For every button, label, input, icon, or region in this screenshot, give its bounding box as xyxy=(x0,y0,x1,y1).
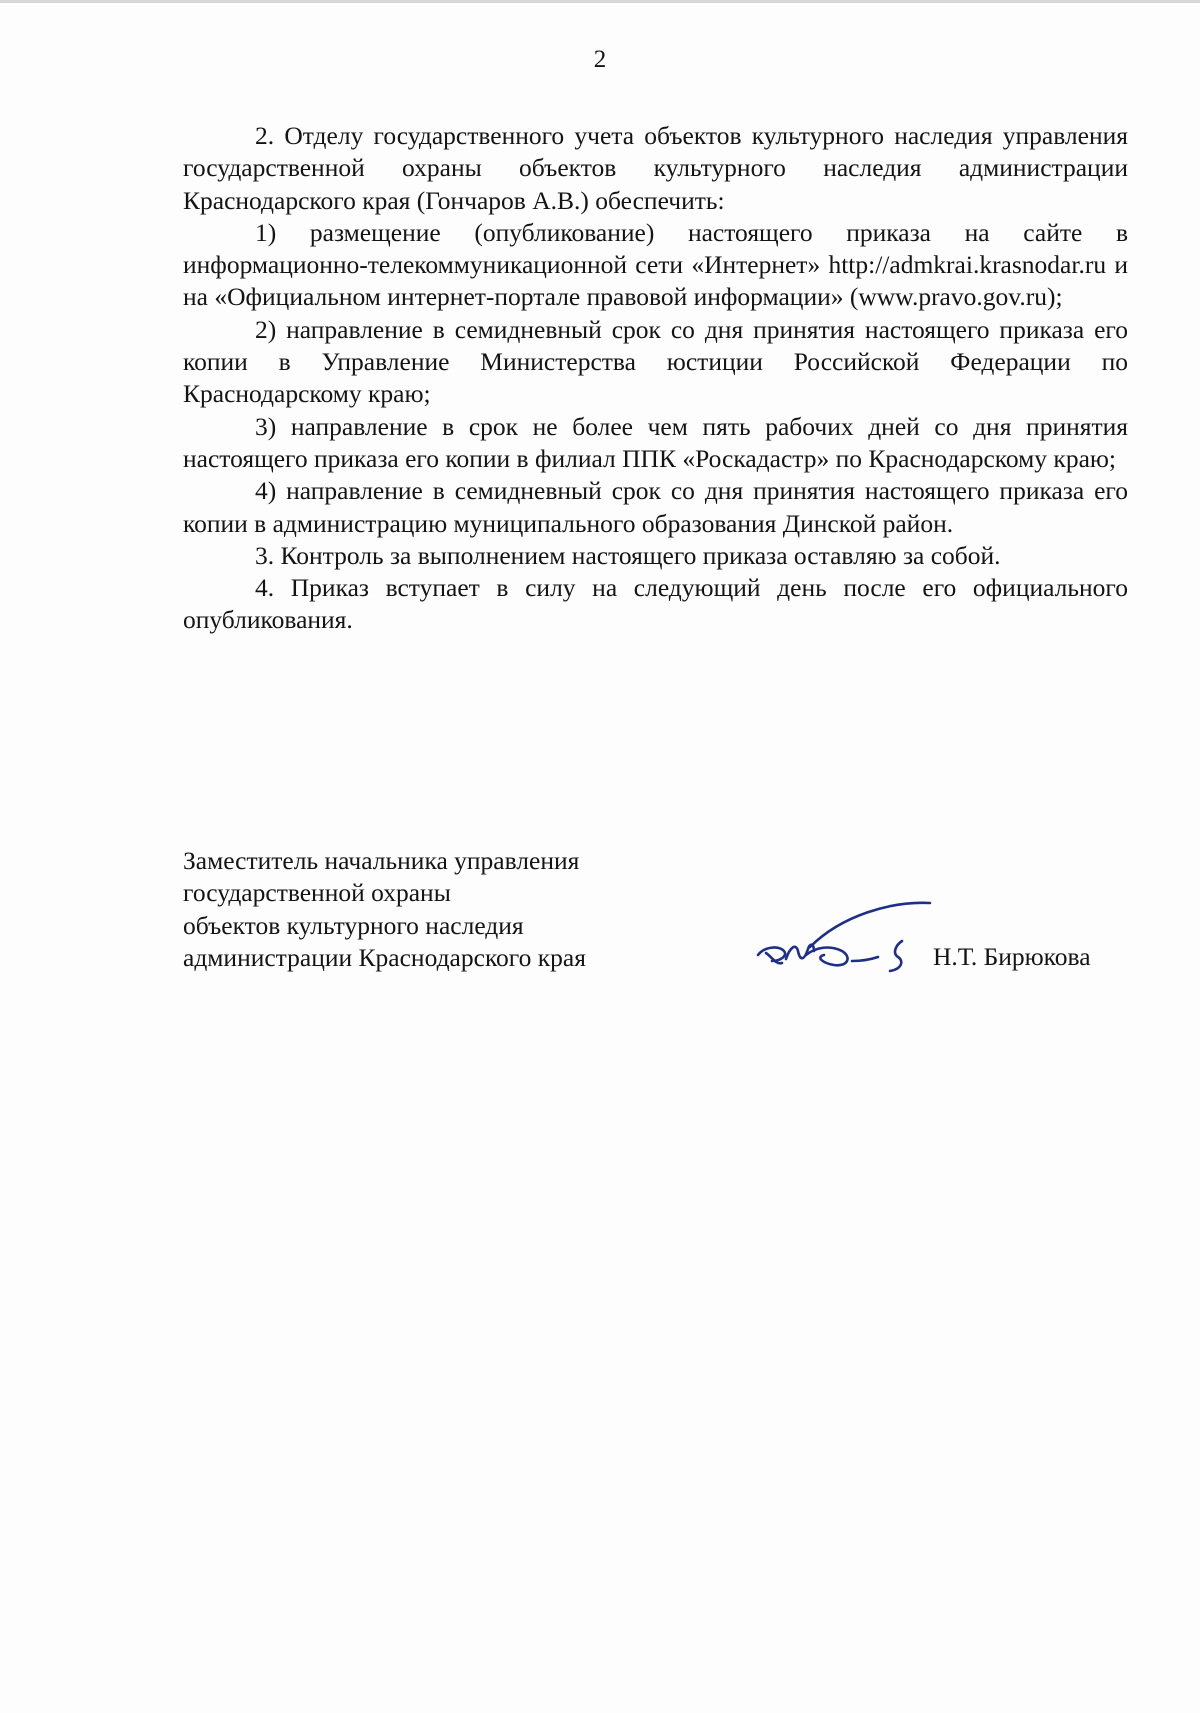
signatory-position-line: Заместитель начальника управления xyxy=(183,846,580,875)
page-number: 2 xyxy=(593,46,607,73)
handwritten-signature xyxy=(752,895,932,985)
paragraph-item-2: 2. Отделу государственного учета объектов культурного наследия управления государственной охраны объектов культурного наследия администрации Краснодарского края (Гончаров А.В.) обеспечить: xyxy=(183,121,1128,215)
paragraph-subitem-4: 4) направление в семидневный срок со дня принятия настоящего приказа его копии в администрацию муниципального образования Динской район. xyxy=(183,476,1128,538)
signatory-position-line: государственной охраны xyxy=(183,878,451,908)
signatory-position-line: администрации Краснодарского края xyxy=(183,942,586,972)
paragraph-subitem-3: 3) направление в срок не более чем пять рабочих дней со дня принятия настоящего приказа его копии в филиал ППК «Роскадастр» по Краснодарскому краю; xyxy=(183,411,1128,473)
document-body xyxy=(183,120,1128,637)
scan-edge xyxy=(0,0,1200,3)
signatory-position-line: объектов культурного наследия xyxy=(183,910,524,940)
paragraph-subitem-2: 2) направление в семидневный срок со дня принятия настоящего приказа его копии в Управление Министерства юстиции Российской Федерации по Краснодарскому краю; xyxy=(183,314,1128,409)
paragraph-subitem-1: 1) размещение (опубликование) настоящего приказа на сайте в информационно-телекоммуникационной сети «Интернет» http://admkrai.krasnodar.ru и на «Официальном интернет-портале правовой информации» (www.pravo.gov.ru); xyxy=(183,217,1128,312)
signer-name: Н.Т. Бирюкова xyxy=(933,942,1091,971)
paragraph-item-4: 4. Приказ вступает в силу на следующий день после его официального опубликования. xyxy=(183,573,1128,635)
signatory-position xyxy=(183,845,586,974)
paragraph-item-3: 3. Контроль за выполнением настоящего приказа оставляю за собой. xyxy=(255,540,1001,570)
